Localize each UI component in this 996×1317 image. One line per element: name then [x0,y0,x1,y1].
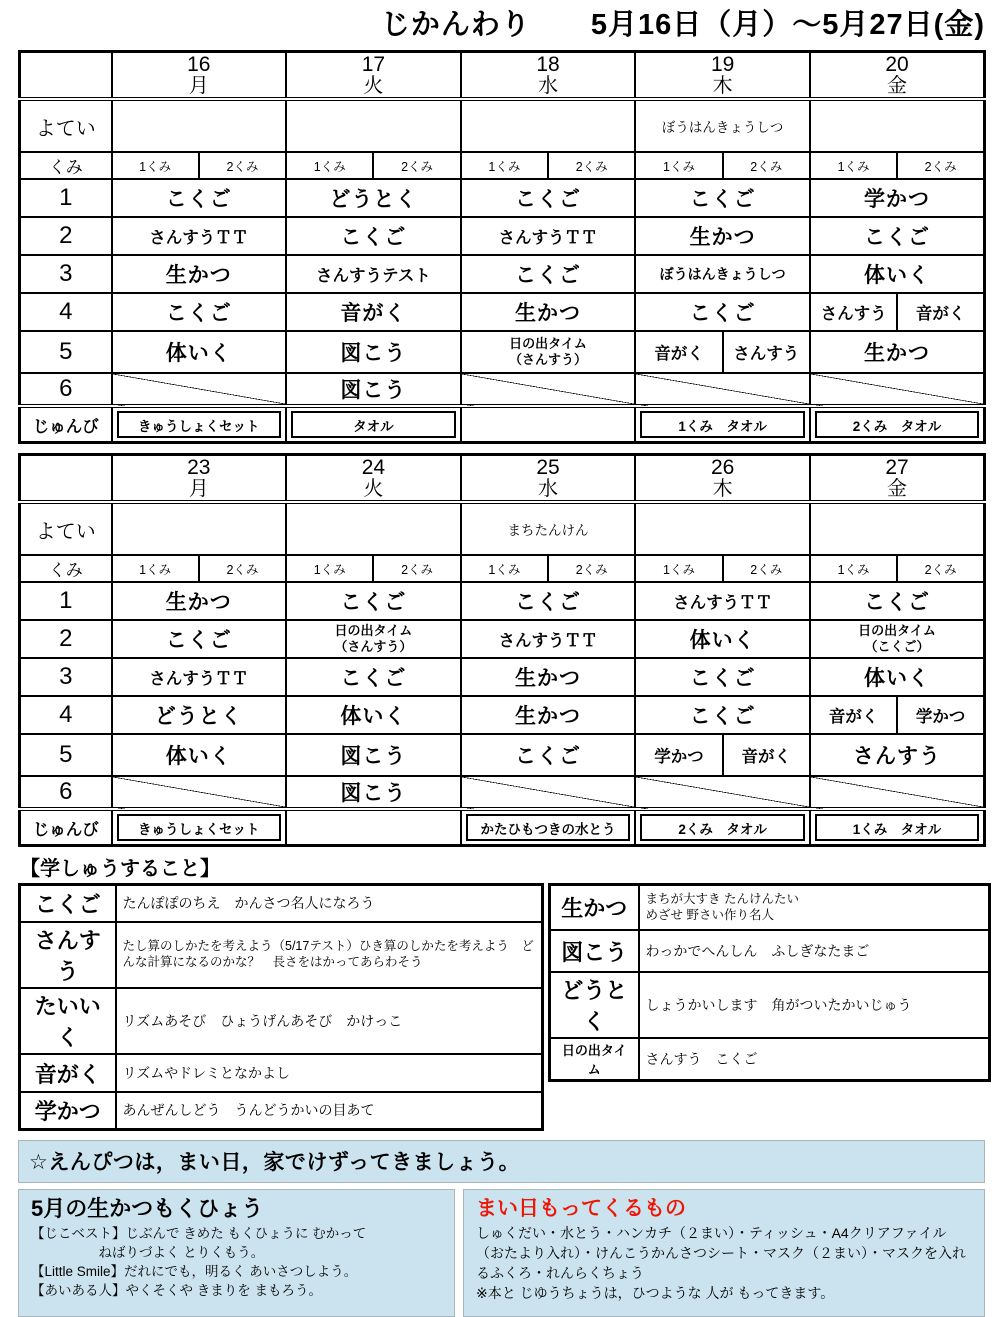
bring-title: まい日もってくるもの [476,1197,686,1220]
subject-cell: 体いく [112,331,287,373]
subject-cell: 音がく [635,331,722,373]
subject-cell: こくご [461,255,636,293]
kumi1-cell: 1くみ [461,152,548,179]
yotei-cell [112,502,287,555]
junbi-cell [461,809,636,846]
kumi1-cell: 1くみ [112,152,199,179]
monthly-goals-box [18,1189,455,1317]
learning-text: たんぽぽのちえ かんさつ名人になろう [116,885,543,923]
subject-cell: 体いく [810,255,985,293]
subject-cell: こくご [461,734,636,776]
subject-cell: さんすうＴＴ [635,582,810,620]
kumi1-cell: 1くみ [461,555,548,582]
learning-table-right [548,883,991,1082]
subject-cell: こくご [635,179,810,217]
period-number: 6 [20,776,112,809]
kumi2-cell: 2くみ [373,152,460,179]
subject-cell: こくご [461,582,636,620]
subject-cell: こくご [810,582,985,620]
kumi2-cell: 2くみ [723,152,810,179]
junbi-item: 2くみ タオル [815,411,979,438]
empty-period-cell [810,373,985,406]
junbi-cell [810,406,985,443]
learning-text: あんぜんしどう うんどうかいの目あて [116,1092,543,1130]
junbi-cell [635,809,810,846]
week-table-2 [18,453,986,847]
learning-heading: 【学しゅうすること】 [20,858,220,880]
subject-cell: こくご [286,217,461,255]
learning-subject-label: 音がく [20,1054,116,1092]
learning-subject-label: 図こう [550,930,639,972]
empty-period-cell [635,373,810,406]
learning-subject-label: 生かつ [550,885,639,931]
subject-cell: こくご [112,293,287,331]
row-label-yotei: よてい [20,502,112,555]
yotei-cell [461,99,636,152]
subject-cell: 図こう [286,776,461,809]
subject-cell: 体いく [286,696,461,734]
kumi2-cell: 2くみ [723,555,810,582]
junbi-item: 1くみ タオル [640,411,805,438]
yotei-cell [286,99,461,152]
bring-line: しゅくだい・水とう・ハンカチ（２まい）・ティッシュ・A4クリアファイル（おたより入れ）・けんこうかんさつシート・マスク（２まい）・マスクを入れるふくろ・れんらくちょう [476,1225,966,1281]
subject-cell: こくご [286,582,461,620]
subject-cell: 生かつ [461,658,636,696]
subject-cell: 日の出タイム （こくご） [810,620,985,658]
subject-cell: 日の出タイム （さんすう） [461,331,636,373]
empty-period-cell [810,776,985,809]
day-header-24: 24 火 [286,455,461,503]
bring-line: ※本と じゆうちょうは，ひつような 人が もってきます。 [476,1284,835,1301]
subject-cell: こくご [635,696,810,734]
learning-text: さんすう こくご [639,1038,990,1081]
junbi-cell [635,406,810,443]
subject-cell: 学かつ [897,696,984,734]
day-header-18: 18 水 [461,52,636,100]
empty-period-cell [635,776,810,809]
kumi1-cell: 1くみ [810,152,897,179]
pencil-note-banner: ☆えんぴつは，まい日，家でけずってきましょう。 [18,1140,985,1183]
subject-cell: さんすうテスト [286,255,461,293]
period-number: 1 [20,582,112,620]
subject-cell: ぼうはんきょうしつ [635,255,810,293]
period-number: 2 [20,620,112,658]
goals-line: ねばりづよく とりくもう。 [31,1245,265,1261]
subject-cell: 学かつ [635,734,722,776]
period-number: 6 [20,373,112,406]
subject-cell: 体いく [635,620,810,658]
subject-cell: こくご [635,293,810,331]
kumi1-cell: 1くみ [286,152,373,179]
learning-text: わっかでへんしん ふしぎなたまご [639,930,990,972]
subject-cell: 生かつ [810,331,985,373]
subject-cell: こくご [635,658,810,696]
learning-text: たし算のしかたを考えよう（5/17テスト）ひき算のしかたを考えよう どんな計算になるのかな？ 長さをはかってあらわそう [116,922,543,988]
subject-cell: こくご [286,658,461,696]
junbi-cell [286,809,461,846]
yotei-cell [112,99,287,152]
yotei-cell [286,502,461,555]
row-label-kumi: くみ [20,555,112,582]
period-number: 4 [20,696,112,734]
learning-text: リズムやドレミとなかよし [116,1054,543,1092]
subject-cell: 体いく [112,734,287,776]
learning-text: しょうかいします 角がついたかいじゅう [639,972,990,1038]
learning-subject-label: 日の出タイム [550,1038,639,1081]
subject-cell: 生かつ [461,293,636,331]
learning-text: まちが大すき たんけんたい めざせ 野さい作り名人 [639,885,990,931]
subject-cell: こくご [112,179,287,217]
junbi-cell [810,809,985,846]
junbi-cell [461,406,636,443]
kumi1-cell: 1くみ [286,555,373,582]
kumi1-cell: 1くみ [112,555,199,582]
period-number: 3 [20,255,112,293]
junbi-item: 2くみ タオル [640,814,805,841]
goals-line: 【Little Smile】だれにでも，明るく あいさつしよう。 [31,1264,358,1280]
kumi1-cell: 1くみ [635,555,722,582]
learning-subject-label: どうとく [550,972,639,1038]
subject-cell: こくご [810,217,985,255]
subject-cell: こくご [461,179,636,217]
kumi2-cell: 2くみ [373,555,460,582]
subject-cell: 生かつ [635,217,810,255]
period-number: 1 [20,179,112,217]
day-header-23: 23 月 [112,455,287,503]
yotei-cell [810,502,985,555]
learning-table-left [18,883,544,1131]
day-header-16: 16 月 [112,52,287,100]
subject-cell: どうとく [286,179,461,217]
corner-cell [20,52,112,100]
week-table-1 [18,50,986,444]
subject-cell: 生かつ [112,255,287,293]
kumi2-cell: 2くみ [199,555,286,582]
kumi2-cell: 2くみ [199,152,286,179]
subject-cell: 音がく [810,696,897,734]
yotei-cell: まちたんけん [461,502,636,555]
junbi-item: タオル [291,411,456,438]
subject-cell: どうとく [112,696,287,734]
row-label-kumi: くみ [20,152,112,179]
subject-cell: さんすうＴＴ [461,217,636,255]
period-number: 5 [20,331,112,373]
subject-cell: 体いく [810,658,985,696]
junbi-item: 1くみ タオル [815,814,979,841]
subject-cell: 図こう [286,734,461,776]
goals-body [31,1224,442,1301]
kumi2-cell: 2くみ [897,152,984,179]
subject-cell: さんすうＴＴ [112,217,287,255]
kumi1-cell: 1くみ [810,555,897,582]
subject-cell: 生かつ [461,696,636,734]
bottom-notices [18,1189,985,1317]
goals-line: 【じこベスト】じぶんで きめた もくひょうに むかって [31,1226,367,1241]
subject-cell: さんすう [810,293,897,331]
day-header-27: 27 金 [810,455,985,503]
learning-subject-label: 学かつ [20,1092,116,1130]
kumi2-cell: 2くみ [548,555,635,582]
junbi-cell [112,809,287,846]
goals-title: 5月の生かつもくひょう [31,1196,264,1221]
bring-body [476,1224,972,1304]
day-header-17: 17 火 [286,52,461,100]
kumi1-cell: 1くみ [635,152,722,179]
subject-cell: 音がく [286,293,461,331]
subject-cell: 図こう [286,331,461,373]
subject-cell: こくご [112,620,287,658]
learning-subject-label: たいいく [20,988,116,1054]
subject-cell: 図こう [286,373,461,406]
day-header-19: 19 木 [635,52,810,100]
subject-cell: さんすうＴＴ [112,658,287,696]
subject-cell: 生かつ [112,582,287,620]
junbi-cell [286,406,461,443]
empty-period-cell [461,776,636,809]
period-number: 5 [20,734,112,776]
subject-cell: さんすうＴＴ [461,620,636,658]
subject-cell: さんすう [810,734,985,776]
goals-line: 【あいある人】やくそくや きまりを まもろう。 [31,1283,323,1299]
empty-period-cell [112,373,287,406]
subject-cell: さんすう [723,331,810,373]
period-number: 4 [20,293,112,331]
learning-tables [18,883,985,1131]
empty-period-cell [112,776,287,809]
day-header-20: 20 金 [810,52,985,100]
subject-cell: 学かつ [810,179,985,217]
yotei-cell [635,502,810,555]
day-header-25: 25 水 [461,455,636,503]
subject-cell: 日の出タイム （さんすう） [286,620,461,658]
junbi-item: かたひもつきの水とう [466,814,631,841]
day-header-26: 26 木 [635,455,810,503]
yotei-cell: ぼうはんきょうしつ [635,99,810,152]
row-label-yotei: よてい [20,99,112,152]
corner-cell [20,455,112,503]
empty-period-cell [461,373,636,406]
row-label-junbi: じゅんび [20,406,112,443]
learning-text: リズムあそび ひょうげんあそび かけっこ [116,988,543,1054]
row-label-junbi: じゅんび [20,809,112,846]
subject-cell: 音がく [897,293,984,331]
yotei-cell [810,99,985,152]
kumi2-cell: 2くみ [548,152,635,179]
junbi-item: きゅうしょくセット [117,814,282,841]
junbi-cell [112,406,287,443]
subject-cell: 音がく [723,734,810,776]
learning-subject-label: さんすう [20,922,116,988]
bring-items-box [463,1189,985,1317]
learning-subject-label: こくご [20,885,116,923]
period-number: 3 [20,658,112,696]
junbi-item: きゅうしょくセット [117,411,282,438]
kumi2-cell: 2くみ [897,555,984,582]
page-title: じかんわり 5月16日（月）～5月27日(金) [380,9,985,41]
period-number: 2 [20,217,112,255]
